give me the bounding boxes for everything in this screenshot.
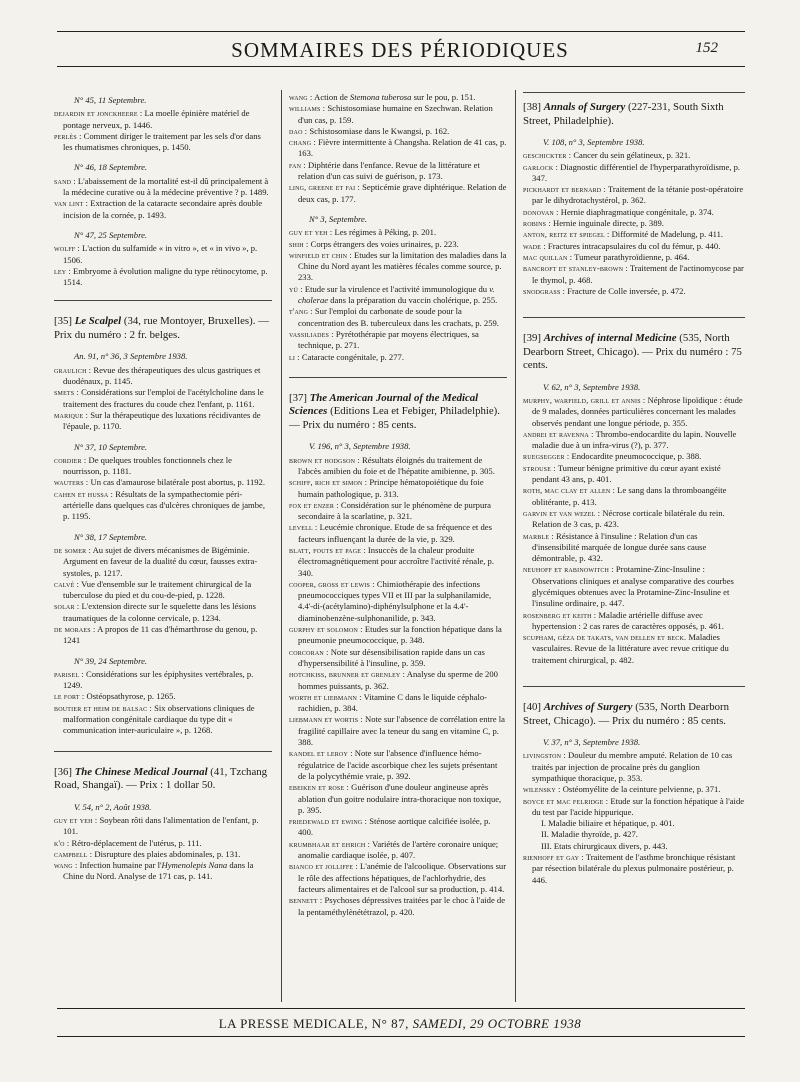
- journal-number: [36]: [54, 765, 72, 778]
- article-title: sur le pou, p. 151.: [411, 92, 476, 102]
- article-entry: [289, 250, 507, 284]
- article-title: Note sur l'absence d'influence hémo-régulatrice de l'acide ascorbique chez les sujets présentant de la polycythémie vraie, p. 392.: [298, 748, 498, 781]
- journal-name: The American Journal of the Medical Sciences: [289, 391, 479, 418]
- article-entry: [54, 489, 272, 523]
- article-entry: [523, 784, 745, 795]
- article-entry: [54, 387, 272, 410]
- article-title: Résultats éloignés du traitement de l'abcès amibien du foie et de l'hépatite amibienne, p. 305.: [298, 454, 495, 476]
- article-entry: [54, 455, 272, 478]
- journal-heading: [289, 392, 507, 433]
- article-title: L'extension directe sur le squelette dans les lésions traumatiques de la colonne cervicale, p. 1234.: [63, 601, 257, 623]
- article-title: Protamine-Zinc-Insuline : Observations cliniques et analyse comparative des courbes glycémiques obtenues avec la Protamine-Zinc-Insuline et l'insuline ordinaire, p. 447.: [532, 564, 734, 609]
- author: marble :: [523, 531, 554, 541]
- article-title: Sur l'emploi du carbonate de soude pour la concentration des B. tuberculeux dans les crachats, p. 259.: [298, 306, 499, 328]
- article-entry: [54, 624, 272, 647]
- issue-heading: N° 38, 17 Septembre.: [74, 531, 148, 542]
- article-entry: [289, 748, 507, 782]
- author: strouse :: [523, 463, 556, 473]
- column-divider: [281, 90, 282, 1002]
- article-title: L'anémie de l'alcoolique. Observations sur le rôle des affections hépatiques, de l'achlorhydrie, des facteurs alimentaires et de l'alcool sur sa production, p. 414.: [298, 861, 507, 894]
- article-entry: [289, 579, 507, 624]
- article-title: Principe hématopoiétique du foie humain pathologique, p. 313.: [298, 477, 484, 499]
- article-entry: [54, 410, 272, 433]
- author: gurphy et solomon :: [289, 625, 363, 635]
- article-title: Le sang dans la thromboangéite oblitérante, p. 413.: [532, 485, 727, 507]
- footer-rule-top: [57, 1008, 745, 1009]
- article-title: De quelques troubles fonctionnels chez le nourrisson, p. 1181.: [63, 454, 232, 477]
- article-entry: [289, 227, 507, 238]
- issue-heading: N° 47, 25 Septembre.: [74, 229, 148, 240]
- article-title: Embryome à évolution maligne du type rétinocytome, p. 1514.: [63, 265, 268, 288]
- author: perlès :: [54, 131, 82, 141]
- author: krumbhaar et ehrich :: [289, 839, 371, 849]
- journal-heading: [523, 701, 745, 728]
- author: solar :: [54, 602, 80, 612]
- journal-name: The Chinese Medical Journal: [74, 765, 208, 778]
- article-entry: [289, 861, 507, 895]
- article-entry: [54, 579, 272, 602]
- journal-number: [38]: [523, 101, 541, 113]
- article-entry: [523, 632, 745, 666]
- author: yü :: [289, 284, 303, 294]
- author: sand :: [54, 176, 76, 186]
- article-entry: [523, 451, 745, 462]
- article-entry: [523, 395, 745, 429]
- column-left: [54, 92, 272, 883]
- author: boyce et mac felridge :: [523, 796, 609, 806]
- article-entry: [54, 365, 272, 388]
- article-title: Etude sur la virulence et l'activité immunologique du: [304, 283, 490, 294]
- section-rule: [523, 92, 745, 93]
- article-entry: [289, 284, 507, 307]
- journal-number: [39]: [523, 332, 541, 345]
- article-title: Néphrose lipoïdique : étude de 9 malades, données particulières concernant les malades observés pendant une longue période, p. 355.: [532, 394, 743, 428]
- article-entry: [289, 239, 507, 250]
- author: ley :: [54, 266, 71, 276]
- article-title: Thrombo-endocardite du lapin. Nouvelle maladie due à un infra-virus (?), p. 377.: [532, 428, 737, 451]
- article-entry: [54, 176, 272, 199]
- article-title: L'action du sulfamide « in vitro », et « in vivo », p. 1506.: [63, 243, 258, 265]
- article-entry: [289, 329, 507, 352]
- article-entry: [523, 852, 745, 886]
- article-entry: [523, 241, 745, 252]
- article-title: Tumeur parathyroïdienne, p. 464.: [574, 251, 690, 262]
- article-entry: [54, 131, 272, 154]
- article-title: Psychoses dépressives traitées par le choc à l'aide de la pentaméthylènététrazol, p. 420.: [298, 895, 506, 917]
- article-title: Fractures intracapsulaires du col du fémur, p. 440.: [547, 240, 721, 251]
- author: mac quillan :: [523, 252, 573, 262]
- article-title: Note sur désensibilisation rapide dans un cas d'hypersensibilité à l'insuline, p. 359.: [298, 646, 485, 668]
- journal-name: Annals of Surgery: [543, 101, 626, 113]
- issue-heading: V. 54, n° 2, Août 1938.: [74, 801, 152, 812]
- article-entry: [54, 849, 272, 860]
- section-rule: [54, 751, 272, 752]
- author: vassiliades :: [289, 329, 334, 339]
- article-title: Etudes sur la limitation des maladies dans la Chine du Nord ayant les matières fécales comme source, p. 233.: [298, 249, 507, 283]
- article-entry: [523, 796, 745, 819]
- article-title: Fièvre intermittente à Changsha. Relation de 41 cas, p. 163.: [298, 137, 507, 159]
- article-title: A propos de 11 cas d'hémarthrose du genou, p. 1241: [63, 623, 258, 646]
- article-title: Corps étrangers des voies urinaires, p. 223.: [310, 238, 459, 249]
- article-title: Etudes sur la fonction hépatique dans la pneumonie pneumococcique, p. 348.: [298, 624, 502, 646]
- article-title: Etude sur la fonction hépatique à l'aide du test par l'acide hippurique.: [532, 795, 745, 817]
- article-title: Guérison d'une douleur angineuse après ablation d'un goitre nodulaire intra-thoracique non toxique, p. 395.: [298, 782, 502, 815]
- author: livingston :: [523, 751, 566, 761]
- author: rienhoff et gay :: [523, 853, 584, 863]
- author: geschickter :: [523, 151, 572, 161]
- sub-entry: I. Maladie biliaire et hépatique, p. 401.: [541, 818, 675, 829]
- article-entry: [289, 306, 507, 329]
- article-entry: [523, 508, 745, 531]
- article-title: Septicémie grave diphtérique. Relation de deux cas, p. 177.: [298, 182, 507, 204]
- article-title: Diphtérie dans l'enfance. Revue de la littérature et relation d'un cas suivi de guérison, p. 173.: [298, 159, 480, 182]
- column-middle: [289, 92, 507, 918]
- article-title: Analyse du sperme de 200 hommes puissants, p. 362.: [298, 669, 498, 691]
- author: marique :: [54, 410, 89, 420]
- article-title: Sur la thérapeutique des luxations récidivantes de l'épaule, p. 1170.: [63, 409, 261, 432]
- author: fan :: [289, 160, 306, 170]
- article-entry: [289, 103, 507, 126]
- author: garlock :: [523, 162, 559, 172]
- article-entry: [523, 162, 745, 185]
- journal-heading: [523, 101, 745, 128]
- article-entry: [289, 455, 507, 478]
- author: wade :: [523, 241, 546, 251]
- article-entry: [289, 714, 507, 748]
- author: chang :: [289, 138, 316, 148]
- article-title: Traitement de l'actinomycose par le thymol, p. 468.: [532, 263, 744, 285]
- article-entry: [523, 252, 745, 263]
- article-title: Considérations sur l'emploi de l'acétylcholine dans le traitement des fractures du coude chez l'enfant, p. 1161.: [63, 387, 264, 409]
- article-entry: [289, 477, 507, 500]
- article-entry: [289, 816, 507, 839]
- author: garvin et van wezel :: [523, 508, 601, 518]
- author: parisel :: [54, 669, 84, 679]
- journal-info: (535, North Dearborn Street, Chicago). — Prix du numéro : 85 cents.: [523, 701, 730, 727]
- article-entry: [289, 624, 507, 647]
- author: rosenberg et keith :: [523, 610, 597, 620]
- author: cordier :: [54, 455, 87, 465]
- author: wauters :: [54, 478, 89, 488]
- article-title: Résultats de la sympathectomie péri-artérielle dans quelques cas d'ulcères chroniques de jambe, p. 1195.: [63, 488, 265, 522]
- article-entry: [54, 838, 272, 849]
- sub-entry: II. Maladie thyroïde, p. 427.: [541, 829, 638, 840]
- author: k'o :: [54, 838, 70, 848]
- article-title: Comment diriger le traitement par les sels d'or dans les rhumatismes chroniques, p. 1450.: [63, 130, 261, 153]
- author: anton, reitz et spiegel :: [523, 230, 610, 240]
- author: brown et hodgson :: [289, 455, 360, 465]
- author: kandel et leroy :: [289, 749, 353, 759]
- article-title: Rétro-déplacement de l'utérus, p. 111.: [71, 837, 202, 848]
- article-entry: [289, 839, 507, 862]
- article-entry: [289, 92, 507, 103]
- author: scupham, géza de takats, van dellen et beck.: [523, 633, 687, 643]
- article-title: Schistosomiase dans le Kwangsi, p. 162.: [309, 125, 450, 136]
- author: schiff, rich et simon :: [289, 478, 368, 488]
- article-title: Cataracte congénitale, p. 277.: [301, 351, 404, 362]
- article-entry: [54, 815, 272, 838]
- article-entry: [523, 610, 745, 633]
- article-title: Ostéomyélite de la ceinture pelvienne, p. 371.: [562, 784, 721, 795]
- article-title: Au sujet de divers mécanismes de Bigéminie. Argument en faveur de la dualité du cœur, fausses extra-systoles, p. 1217.: [63, 544, 258, 578]
- author: friedewald et ewing :: [289, 817, 368, 827]
- author: smets :: [54, 388, 79, 398]
- article-entry: [523, 150, 745, 161]
- author: wilensky :: [523, 785, 561, 795]
- article-title: Difformité de Madelung, p. 411.: [611, 229, 724, 240]
- author: dejardin et jonckheere :: [54, 109, 143, 119]
- author: guy et yeh :: [54, 815, 98, 825]
- sub-entry: III. Etats chirurgicaux divers, p. 443.: [541, 840, 668, 851]
- article-entry: [523, 463, 745, 486]
- article-title: Les régimes à Péking, p. 201.: [334, 227, 437, 238]
- article-entry: [54, 860, 272, 883]
- journal-heading: [54, 315, 272, 342]
- article-title: Hernie inguinale directe, p. 389.: [552, 218, 664, 229]
- article-entry: [289, 137, 507, 160]
- article-title: Pyrétothérapie par moyens électriques, sa technique, p. 271.: [298, 328, 479, 351]
- section-rule: [289, 377, 507, 378]
- author: li :: [289, 352, 300, 362]
- article-title: Considération sur le phénomène de purpura secondaire à la scarlatine, p. 321.: [298, 499, 491, 522]
- article-entry: [54, 243, 272, 266]
- article-entry: [289, 182, 507, 205]
- article-title: Résistance à l'insuline : Relation d'un cas d'insensibilité marquée de longue durée sans cause démontrable, p. 432.: [532, 530, 707, 564]
- issue-heading: N° 37, 10 Septembre.: [74, 441, 148, 452]
- journal-info: (Editions Lea et Febiger, Philadelphie). — Prix du numéro : 85 cents.: [289, 405, 500, 431]
- journal-heading: [523, 332, 745, 373]
- article-title: Endocardite pneumococcique, p. 388.: [571, 451, 702, 462]
- author: shih :: [289, 239, 309, 249]
- article-entry: [54, 545, 272, 579]
- article-title: Maladie artérielle diffuse avec hypertension : 2 cas rares de caractères opposés, p. 461.: [532, 609, 724, 631]
- author: van lint :: [54, 199, 89, 209]
- article-entry: [54, 601, 272, 624]
- article-entry: [289, 352, 507, 363]
- issue-heading: N° 45, 11 Septembre.: [74, 95, 147, 105]
- author: guy et yeh :: [289, 228, 333, 238]
- author: bancroft et stanley-brown :: [523, 264, 628, 274]
- article-title: Cancer du sein gélatineux, p. 321.: [573, 150, 691, 161]
- article-title: Nécrose corticale bilatérale du rein. Relation de 3 cas, p. 423.: [532, 507, 725, 530]
- footer-issue: N° 87,: [371, 1016, 409, 1031]
- article-title: Considérations sur les épiphysites vertébrales, p. 1249.: [63, 668, 254, 691]
- article-entry: [289, 500, 507, 523]
- header-rule-top: [57, 31, 745, 32]
- author: bennett :: [289, 896, 323, 906]
- article-title: Leucémie chronique. Etude de sa fréquence et des facteurs influençant la durée de la vie, p. 329.: [298, 522, 492, 544]
- author: le fort :: [54, 692, 85, 702]
- species-name: Hymenolepis Nana: [161, 860, 228, 871]
- author: worth et liebmann :: [289, 692, 362, 702]
- author: wang :: [54, 861, 78, 871]
- page-title: SOMMAIRES DES PÉRIODIQUES: [231, 38, 569, 62]
- author: snodgrass :: [523, 286, 566, 296]
- article-entry: [289, 669, 507, 692]
- author: corcoran :: [289, 647, 329, 657]
- article-entry: [289, 782, 507, 816]
- article-entry: [523, 485, 745, 508]
- article-entry: [523, 184, 745, 207]
- article-title: Hernie diaphragmatique congénitale, p. 374.: [560, 206, 714, 217]
- page-number: 152: [695, 40, 718, 56]
- author: roth, mac clay et allen :: [523, 486, 615, 496]
- article-entry: [523, 750, 745, 784]
- article-title: Soybean rôti dans l'alimentation de l'enfant, p. 101.: [63, 814, 259, 837]
- author: wang :: [289, 93, 313, 102]
- author: liebmann et wortis :: [289, 715, 363, 725]
- journal-name: Le Scalpel: [74, 315, 122, 328]
- column-divider: [515, 90, 516, 1002]
- article-entry: [289, 895, 507, 918]
- article-entry: [54, 266, 272, 289]
- article-title: Schistosomiase humaine en Szechwan. Relation d'un cas, p. 159.: [298, 103, 493, 125]
- article-entry: [523, 286, 745, 297]
- author: cahen et hussa :: [54, 489, 114, 499]
- article-entry: [54, 198, 272, 221]
- issue-heading: V. 108, n° 3, Septembre 1938.: [543, 137, 645, 147]
- journal-info: (41, Tzchang Road, Shangaï). — Prix : 1 dollar 50.: [54, 765, 268, 792]
- article-title: Fracture de Colle inversée, p. 472.: [567, 285, 686, 296]
- section-rule: [523, 686, 745, 687]
- article-title: Variétés de l'artère coronaire unique; anomalie cardiaque isolée, p. 407.: [298, 838, 499, 861]
- issue-heading: V. 37, n° 3, Septembre 1938.: [543, 737, 641, 748]
- author: de somer :: [54, 545, 91, 555]
- journal-info: (227-231, South Sixth Street, Philadelphie).: [523, 101, 724, 127]
- article-title: Traitement de l'asthme bronchique résistant par résection bilatérale du plexus pulmonaire postérieur, p. 446.: [532, 852, 736, 885]
- article-title: L'abaissement de la mortalité est-il dû principalement à la médecine curative ou à la médecine préventive ? p. 1489.: [63, 175, 269, 198]
- issue-heading: N° 3, Septembre.: [309, 213, 368, 224]
- footer-rule-bottom: [57, 1036, 745, 1037]
- author: levell :: [289, 523, 318, 533]
- author: cooper, gross et lewis :: [289, 579, 375, 589]
- article-title: dans la préparation du vaccin cholérique, p. 255.: [328, 295, 498, 306]
- article-title: Insuccès de la chaleur produite électromagnétiquement pour accroître l'activité rénale, p. 340.: [298, 545, 495, 578]
- article-entry: [54, 669, 272, 692]
- author: blatt, fouts et page :: [289, 546, 366, 555]
- article-title: Action de: [314, 92, 350, 102]
- article-entry: [523, 564, 745, 609]
- author: williams :: [289, 104, 326, 114]
- article-entry: [523, 218, 745, 229]
- article-title: Disrupture des plaies abdominales, p. 131.: [94, 848, 241, 859]
- journal-number: [40]: [523, 701, 541, 714]
- column-right: [523, 92, 745, 886]
- article-entry: [523, 531, 745, 565]
- author: dao :: [289, 126, 308, 136]
- footer-journal: LA PRESSE MEDICALE,: [218, 1016, 368, 1031]
- article-entry: [289, 160, 507, 183]
- footer-date: SAMEDI, 29 OCTOBRE 1938: [412, 1016, 582, 1031]
- article-title: Chimiothérapie des infections pneumococciques types VII et III par la sulphanilamide, 4.4'-di-(acétylamino)-diphénylsulphone et la 4.4'-diaminobenzène-sulphonanilide, p. 343.: [298, 578, 492, 623]
- article-title: Vue d'ensemble sur le traitement chirurgical de la tuberculose du pied et du cou-de-pied, p. 1228.: [63, 578, 252, 601]
- journal-number: [37]: [289, 391, 307, 404]
- author: graulich :: [54, 365, 92, 375]
- article-entry: [523, 263, 745, 286]
- journal-number: [35]: [54, 315, 72, 328]
- author: wolff :: [54, 244, 80, 254]
- author: neuhoff et rabinowitch :: [523, 565, 614, 575]
- author: calvé :: [54, 579, 80, 589]
- article-title: Infection humaine par l': [79, 860, 162, 871]
- article-title: Extraction de la cataracte secondaire après double incision de la cornée, p. 1493.: [63, 198, 263, 220]
- journal-name: Archives of Surgery: [543, 701, 633, 714]
- issue-heading: N° 39, 24 Septembre.: [74, 655, 148, 666]
- section-rule: [523, 317, 745, 318]
- article-entry: [523, 229, 745, 240]
- journal-info: (34, rue Montoyer, Bruxelles). — Prix du numéro : 2 fr. belges.: [54, 315, 269, 341]
- author: ling, greene et fai :: [289, 183, 360, 193]
- author: campbell :: [54, 849, 93, 859]
- journal-info: (535, North Dearborn Street, Chicago). — Prix du numéro : 75 cents.: [523, 332, 742, 372]
- article-title: Traitement de la tétanie post-opératoire par le dihydrotachystérol, p. 362.: [532, 184, 744, 206]
- header-rule-bottom: [57, 66, 745, 67]
- article-entry: [523, 429, 745, 452]
- article-entry: [289, 692, 507, 715]
- article-title: Un cas d'amaurose bilatérale post abortus, p. 1192.: [90, 477, 266, 488]
- article-title: Revue des thérapeutiques des ulcus gastriques et duodénaux, p. 1145.: [63, 364, 261, 387]
- article-entry: [54, 477, 272, 488]
- article-entry: [54, 691, 272, 702]
- author: robins :: [523, 219, 551, 229]
- article-entry: [54, 108, 272, 131]
- species-name: v. cholerae: [298, 283, 495, 306]
- article-title: Note sur l'absence de corrélation entre la fragilité capillaire avec la teneur du sang en vitamine C, p. 388.: [298, 714, 505, 748]
- article-title: Ostéopsathyrose, p. 1265.: [86, 691, 176, 702]
- page-footer: [0, 1016, 800, 1032]
- author: winfield et chin :: [289, 250, 352, 260]
- author: boutier et heim de balsac :: [54, 703, 152, 713]
- author: andrei et ravenna :: [523, 429, 594, 439]
- article-title: dans la Chine du Nord. Analyse de 171 cas, p. 141.: [63, 860, 254, 882]
- issue-heading: V. 62, n° 3, Septembre 1938.: [543, 381, 641, 392]
- issue-heading: An. 91, n° 36, 3 Septembre 1938.: [74, 351, 188, 362]
- species-name: Stemona tuberosa: [349, 92, 412, 102]
- section-rule: [54, 300, 272, 301]
- article-title: Diagnostic différentiel de l'hyperparathyroïdisme, p. 347.: [532, 161, 741, 183]
- journal-name: Archives of internal Medicine: [543, 332, 677, 345]
- issue-heading: N° 46, 18 Septembre.: [74, 162, 148, 173]
- article-entry: [289, 647, 507, 670]
- article-title: Tumeur bénigne primitive du cœur ayant existé pendant 43 ans, p. 401.: [532, 462, 721, 485]
- article-title: Maladies vasculaires. Revue de la littérature avec revue critique du traitement chirurgical, p. 482.: [532, 632, 729, 665]
- author: ruegsegger :: [523, 452, 570, 462]
- article-title: La moelle épinière matériel de pontage nerveux, p. 1446.: [63, 108, 250, 130]
- article-title: Douleur du membre amputé. Relation de 10 cas traités par injection de procaïne près du ganglion sympathique thoracique, p. 353.: [532, 750, 733, 783]
- author: donovan :: [523, 207, 559, 217]
- author: t'ang :: [289, 307, 313, 317]
- article-title: Vitamine C dans le liquide céphalo-rachidien, p. 384.: [298, 691, 487, 714]
- author: ebeiken et rose :: [289, 783, 349, 793]
- article-title: Six observations cliniques de malformation congénitale cardiaque du type dit « communication inter-auriculaire », p. 1268.: [63, 702, 255, 736]
- author: bianco et jolliffe :: [289, 862, 358, 872]
- journal-heading: [54, 766, 272, 793]
- article-entry: [289, 522, 507, 545]
- article-title: Sténose aortique calcifiée isolée, p. 400.: [298, 816, 491, 838]
- issue-heading: V. 196, n° 3, Septembre 1938.: [309, 441, 411, 452]
- author: de moraes :: [54, 624, 96, 634]
- article-entry: [289, 126, 507, 137]
- author: fox et enzer :: [289, 500, 339, 510]
- author: murphy, warfield, grill et annis :: [523, 395, 646, 405]
- author: hotchkiss, brunner et grenley :: [289, 670, 406, 680]
- article-entry: [54, 703, 272, 737]
- author: pickhardt et bernard :: [523, 185, 606, 195]
- article-entry: [289, 545, 507, 579]
- article-entry: [523, 207, 745, 218]
